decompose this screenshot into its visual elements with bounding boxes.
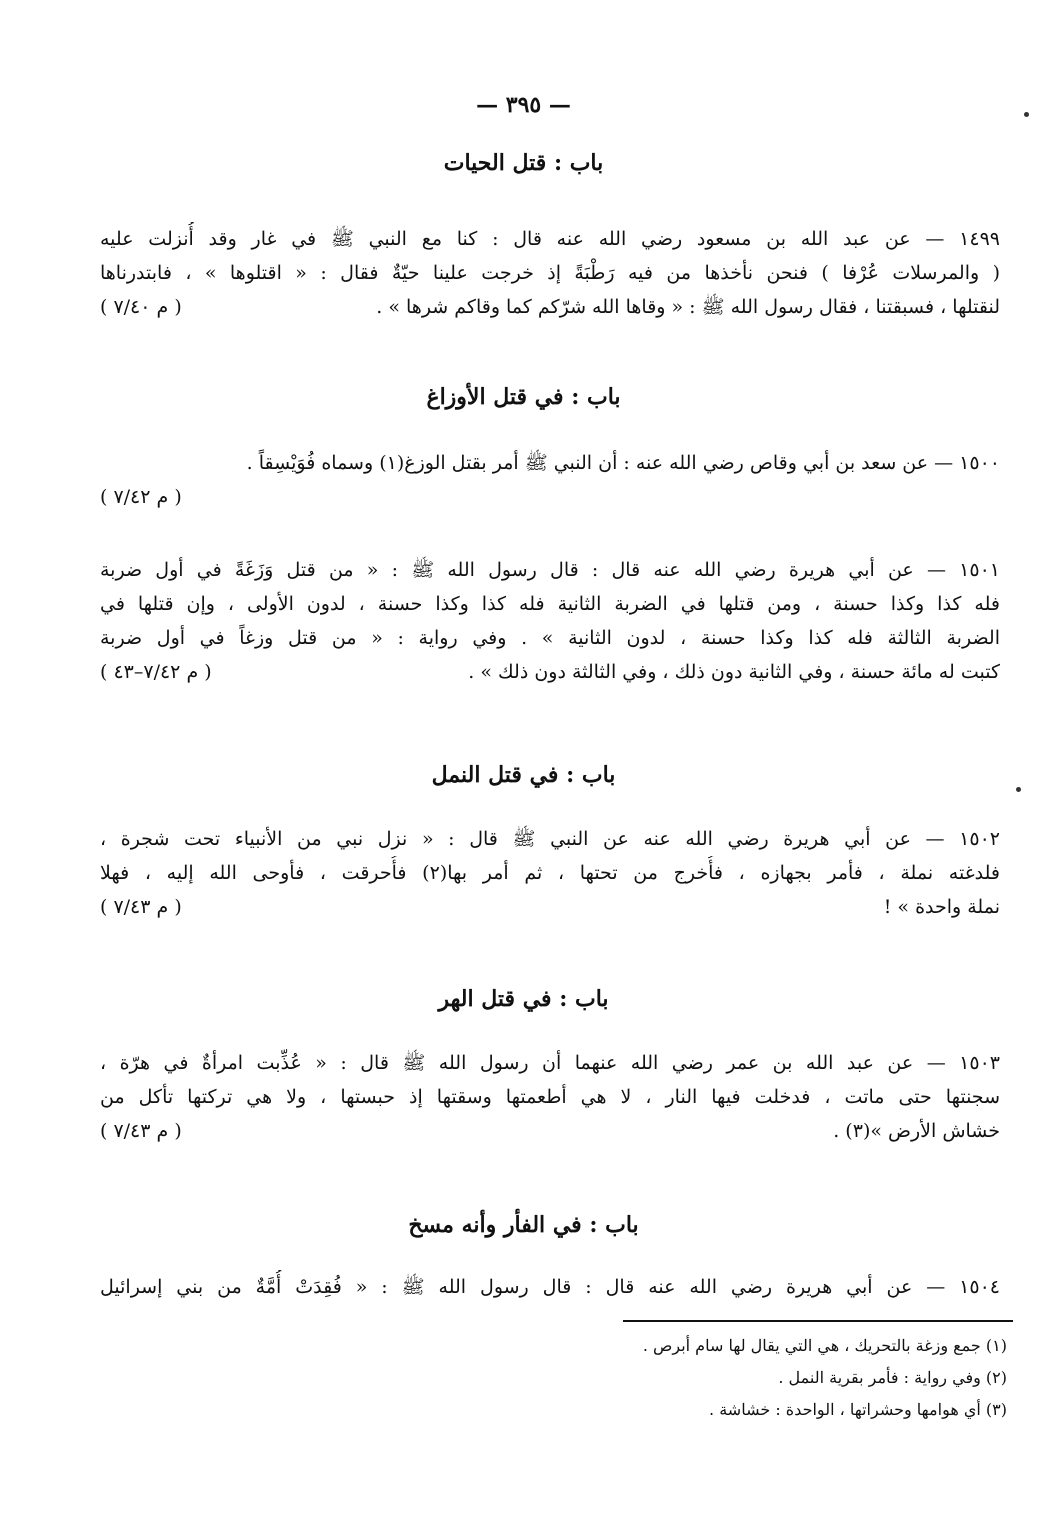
chapter-heading: باب : في قتل الهر: [438, 986, 609, 1012]
text-line-with-reference: [100, 1114, 1000, 1148]
text-line-with-reference: [100, 480, 1000, 514]
chapter-heading: باب : في قتل النمل: [431, 762, 616, 788]
source-reference: ( م ٧/٤٢ ): [100, 486, 182, 508]
text-line-with-reference: [100, 890, 1000, 924]
hadith-1504: [100, 1270, 1000, 1304]
source-reference: ( م ٧/٤٣ ): [100, 896, 182, 918]
text-line: سجنتها حتى ماتت ، فدخلت فيها النار ، لا هي أطعمتها وسقتها إذ حبستها ، ولا هي تركتها تأكل من: [100, 1086, 1000, 1108]
chapter-heading: باب : في الفأر وأنه مسخ: [408, 1212, 639, 1238]
page-number: — ٣٩٥ —: [476, 92, 571, 118]
text-line: خشاش الأرض »(٣) .: [833, 1120, 1000, 1142]
scan-speck: [1016, 787, 1021, 792]
chapter-heading: باب : قتل الحيات: [443, 150, 604, 176]
hadith-1501: [100, 553, 1000, 689]
text-line: كتبت له مائة حسنة ، وفي الثانية دون ذلك ، وفي الثالثة دون ذلك » .: [468, 661, 1000, 683]
hadith-1503: [100, 1046, 1000, 1148]
text-line-with-reference: [100, 290, 1000, 324]
text-line: فلدغته نملة ، فأمر بجهازه ، فأُخرج من تحتها ، ثم أمر بها(٢) فأُحرقت ، فأوحى الله إليه ، فهلا: [100, 862, 1000, 884]
text-line: ١٥٠٠ — عن سعد بن أبي وقاص رضي الله عنه : أن النبي ﷺ أمر بقتل الوزغ(١) وسماه فُوَيْسِقاً .: [246, 452, 1000, 474]
text-line: ١٥٠٢ — عن أبي هريرة رضي الله عنه عن النبي ﷺ قال : « نزل نبي من الأنبياء تحت شجرة ،: [100, 828, 1000, 850]
hadith-1500: [100, 446, 1000, 514]
footnote: (٢) وفي رواية : فأمر بقرية النمل .: [778, 1368, 1007, 1387]
text-line: ١٥٠١ — عن أبي هريرة رضي الله عنه قال : قال رسول الله ﷺ : « من قتل وَزَغَةً في أول ضربة: [100, 559, 1000, 581]
hadith-1502: [100, 822, 1000, 924]
text-line: ١٥٠٣ — عن عبد الله بن عمر رضي الله عنهما أن رسول الله ﷺ قال : « عُذِّبت امرأةٌ في هرّة ،: [100, 1052, 1000, 1074]
source-reference: ( م ٧/٤٣ ): [100, 1120, 182, 1142]
text-line: ( والمرسلات عُرْفا ) فنحن نأخذها من فيه رَطْبَةً إذ خرجت علينا حيّةٌ فقال : « اقتلوها » ، فابتدرناها: [100, 262, 1000, 284]
scan-speck: [1024, 112, 1029, 117]
footnote: (٣) أي هوامها وحشراتها ، الواحدة : خشاشة .: [709, 1400, 1007, 1419]
text-line-with-reference: [100, 655, 1000, 689]
text-line: ١٤٩٩ — عن عبد الله بن مسعود رضي الله عنه قال : كنا مع النبي ﷺ في غار وقد أُنزلت عليه: [100, 228, 1000, 250]
text-line: الضربة الثالثة فله كذا وكذا حسنة ، لدون الثانية » . وفي رواية : « من قتل وزغاً في أول ضربة: [100, 627, 1000, 649]
footnotes: [307, 1330, 1007, 1426]
source-reference: ( م ٧/٤٠ ): [100, 296, 182, 318]
text-line: نملة واحدة » !: [883, 896, 1000, 918]
source-reference: ( م ٧/٤٢–٤٣ ): [100, 661, 212, 683]
chapter-heading: باب : في قتل الأوزاغ: [426, 384, 621, 410]
hadith-1499: [100, 222, 1000, 324]
footnote-divider: [623, 1320, 1013, 1322]
text-line: لنقتلها ، فسبقتنا ، فقال رسول الله ﷺ : « وقاها الله شرّكم كما وقاكم شرها » .: [376, 296, 1000, 318]
text-line: فله كذا وكذا حسنة ، ومن قتلها في الضربة الثانية فله كذا وكذا حسنة ، لدون الأولى ، وإن قتلها في: [100, 593, 1000, 615]
footnote: (١) جمع وزغة بالتحريك ، هي التي يقال لها سام أبرص .: [642, 1336, 1007, 1355]
text-line: ١٥٠٤ — عن أبي هريرة رضي الله عنه قال : قال رسول الله ﷺ : « فُقِدَتْ أُمَّةٌ من بني إسرائيل: [100, 1276, 1000, 1298]
